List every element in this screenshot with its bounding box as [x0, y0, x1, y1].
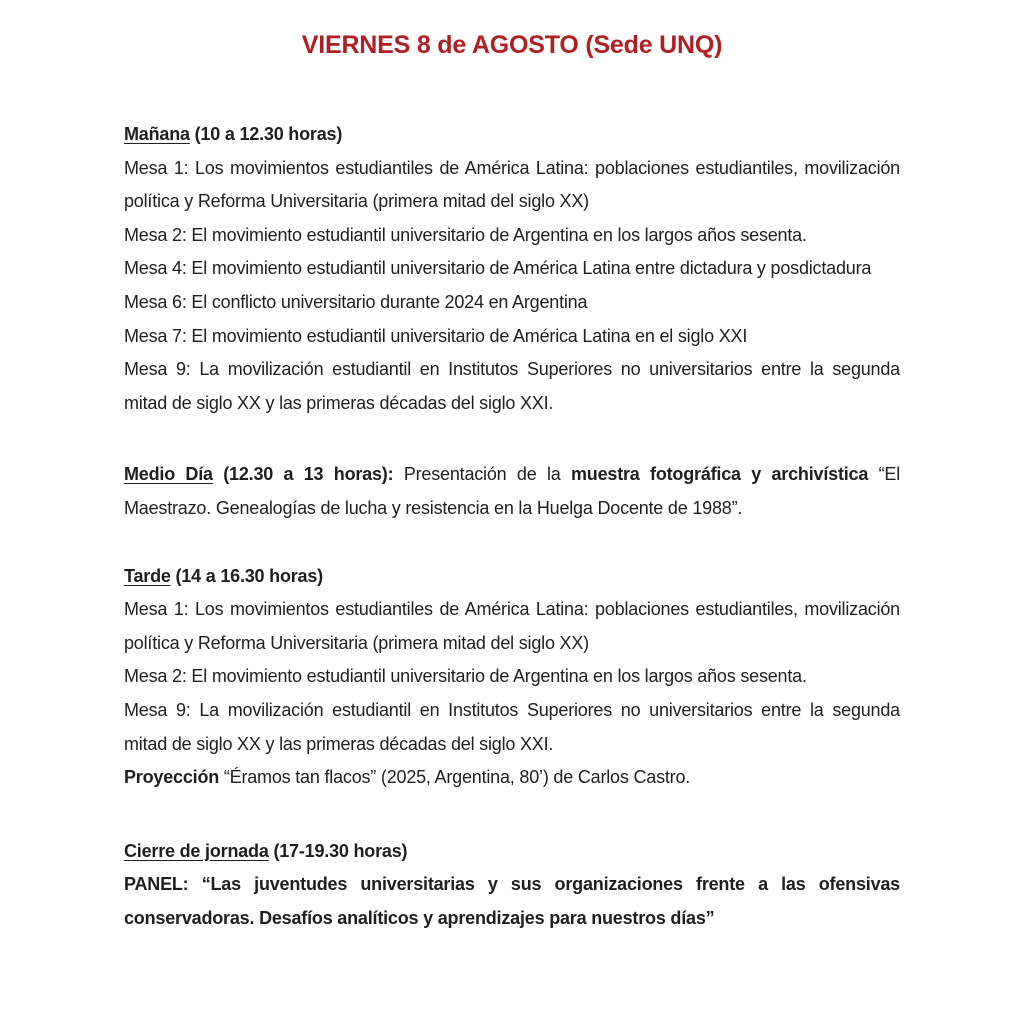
text-run: Mesa 2: El movimiento estudiantil universitario de Argentina en los largos años sesenta. [124, 224, 807, 245]
section-manana [124, 118, 900, 420]
text-run: PANEL: “Las juventudes universitarias y sus organizaciones frente a las ofensivas conservadoras. Desafíos analíticos y aprendizajes para nuestros días” [124, 874, 900, 928]
text-run: Mesa 1: Los movimientos estudiantiles de América Latina: poblaciones estudiantiles, movilización política y Reforma Universitaria (primera mitad del siglo XX) [124, 157, 900, 212]
text-run: Proyección [124, 767, 220, 788]
manana-mesa-2 [124, 219, 900, 253]
section-tarde [124, 560, 900, 795]
text-run: Mesa 1: Los movimientos estudiantiles de América Latina: poblaciones estudiantiles, movilización política y Reforma Universitaria (primera mitad del siglo XX) [124, 599, 900, 653]
manana-mesa-1 [124, 152, 900, 219]
text-run: Medio Día [124, 464, 213, 485]
text-run: “El Maestrazo. Genealogías de lucha y resistencia en la Huelga Docente de 1988”. [124, 464, 900, 518]
page-title: VIERNES 8 de AGOSTO (Sede UNQ) [301, 31, 723, 59]
manana-mesa-4 [124, 252, 900, 286]
text-run: Mesa 6: El conflicto universitario durante 2024 en Argentina [124, 291, 588, 312]
tarde-heading [124, 560, 900, 594]
text-run: Mesa 2: El movimiento estudiantil universitario de Argentina en los largos años sesenta. [124, 666, 807, 687]
manana-mesa-7 [124, 320, 900, 354]
manana-heading [124, 118, 900, 152]
cierre-panel [124, 868, 900, 935]
medio-dia-paragraph [124, 458, 900, 525]
manana-mesa-9 [124, 353, 900, 420]
text-run: Mesa 9: La movilización estudiantil en Institutos Superiores no universitarios entre la segunda mitad de siglo XX y las primeras décadas del siglo XXI. [124, 699, 900, 754]
section-medio-dia [124, 458, 900, 525]
tarde-mesa-2 [124, 660, 900, 694]
text-run: Tarde [124, 565, 171, 586]
text-run: Mesa 9: La movilización estudiantil en Institutos Superiores no universitarios entre la segunda mitad de siglo XX y las primeras décadas del siglo XXI. [124, 359, 900, 413]
text-run: Presentación de la [403, 464, 571, 485]
manana-mesa-6 [124, 286, 900, 320]
text-run: (12.30 a 13 horas): [212, 464, 404, 485]
text-run: Cierre de jornada [124, 840, 269, 861]
text-run: Mañana [124, 124, 190, 144]
text-run: muestra fotográfica y archivística [570, 464, 869, 485]
text-run: Mesa 7: El movimiento estudiantil universitario de América Latina en el siglo XXI [124, 325, 748, 346]
tarde-proyeccion [124, 761, 900, 795]
text-run: (10 a 12.30 horas) [189, 124, 343, 144]
text-run: “Éramos tan flacos” (2025, Argentina, 80’) de Carlos Castro. [219, 767, 691, 788]
section-cierre [124, 835, 900, 936]
tarde-mesa-9 [124, 694, 900, 761]
tarde-mesa-1 [124, 593, 900, 660]
text-run: (14 a 16.30 horas) [170, 565, 323, 586]
cierre-heading [124, 835, 900, 869]
text-run: (17-19.30 horas) [268, 840, 408, 861]
text-run: Mesa 4: El movimiento estudiantil universitario de América Latina entre dictadura y posdictadura [124, 258, 872, 279]
